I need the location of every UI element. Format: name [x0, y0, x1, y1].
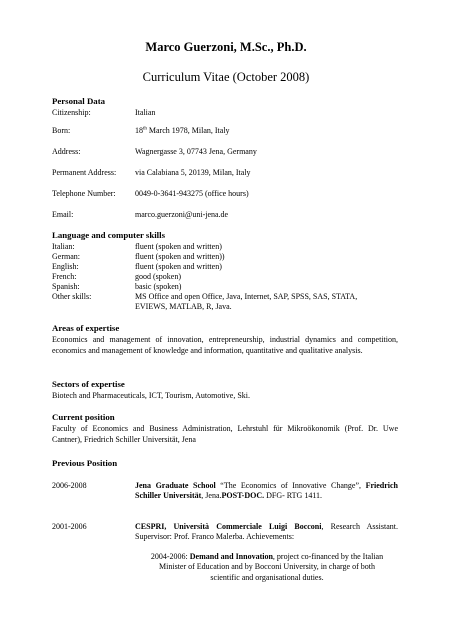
achievement-text: , project co-financed by the Italian Minister of Education and by Bocconi University, in charge of both scientific and organisational duties. — [159, 552, 384, 582]
position-achievement — [147, 552, 387, 583]
skill-label: Other skills: — [52, 292, 92, 301]
achievement-title: Demand and Innovation — [189, 552, 273, 561]
skill-value: MS Office and open Office, Java, Internet, SAP, SPSS, SAS, STATA, — [135, 292, 358, 301]
position-entry — [135, 481, 398, 502]
position-years: 2006-2008 — [52, 481, 87, 490]
position-entry — [135, 522, 398, 543]
position-role: POST-DOC. — [221, 491, 265, 501]
sectors-text: Biotech and Pharmaceuticals, ICT, Tourism, Automotive, Ski. — [52, 391, 251, 400]
achievement-years: 2004-2006: — [150, 552, 190, 561]
born-suffix: th — [143, 126, 147, 132]
position-text: DFG- RTG 1411. — [264, 491, 323, 501]
areas-heading: Areas of expertise — [52, 323, 120, 333]
telephone-value: 0049-0-3641-943275 (office hours) — [135, 189, 249, 198]
skill-value: fluent (spoken and written)) — [135, 252, 225, 261]
position-text: , Jena. — [201, 491, 222, 501]
born-value — [135, 126, 230, 135]
cv-name: Marco Guerzoni, M.Sc., Ph.D. — [145, 40, 307, 54]
current-position-text: Faculty of Economics and Business Administration, Lehrstuhl für Mikroökonomik (Prof. Dr. Uwe Cantner), Friedrich Schiller Universität, Jena — [52, 424, 398, 444]
permanent-address-label: Permanent Address: — [52, 168, 117, 177]
position-years: 2001-2006 — [52, 522, 87, 531]
skills-heading: Language and computer skills — [52, 230, 165, 240]
address-label: Address: — [52, 147, 81, 156]
telephone-label: Telephone Number: — [52, 189, 116, 198]
sectors-heading: Sectors of expertise — [52, 379, 125, 389]
current-position-heading: Current position — [52, 412, 115, 422]
address-value: Wagnergasse 3, 07743 Jena, Germany — [135, 147, 257, 156]
skill-label: English: — [52, 262, 79, 271]
born-day: 18 — [135, 126, 143, 135]
skill-label: Spanish: — [52, 282, 80, 291]
skill-label: Italian: — [52, 242, 75, 251]
position-text: “The Economics of Innovative Change”, — [215, 481, 366, 490]
skill-value: EVIEWS, MATLAB, R, Java. — [135, 302, 232, 311]
position-university: Friedrich Schiller Universität — [135, 481, 398, 501]
previous-position-heading: Previous Position — [52, 458, 118, 468]
citizenship-value: Italian — [135, 108, 156, 117]
email-value[interactable]: marco.guerzoni@uni-jena.de — [135, 210, 229, 219]
permanent-address-value: via Calabiana 5, 20139, Milan, Italy — [135, 168, 251, 177]
personal-data-heading: Personal Data — [52, 96, 106, 106]
born-rest: March 1978, Milan, Italy — [146, 126, 230, 135]
position-text: , Research Assistant. Supervisor: Prof. Franco Malerba. Achievements: — [135, 522, 398, 542]
citizenship-label: Citizenship: — [52, 108, 91, 117]
skill-value: good (spoken) — [135, 272, 181, 281]
skill-label: French: — [52, 272, 77, 281]
cv-subtitle: Curriculum Vitae (October 2008) — [142, 70, 310, 84]
email-label: Email: — [52, 210, 74, 219]
areas-text: Economics and management of innovation, entrepreneurship, industrial dynamics and competition, economics and management of knowledge and information, quantitative and qualitative analysis. — [52, 335, 398, 355]
skill-value: basic (spoken) — [135, 282, 182, 291]
skill-value: fluent (spoken and written) — [135, 262, 222, 271]
position-org: CESPRI, Università Commerciale Luigi Bocconi — [135, 522, 322, 531]
skill-value: fluent (spoken and written) — [135, 242, 222, 251]
skill-label: German: — [52, 252, 80, 261]
born-label: Born: — [52, 126, 71, 135]
position-org: Jena Graduate School — [135, 481, 216, 490]
